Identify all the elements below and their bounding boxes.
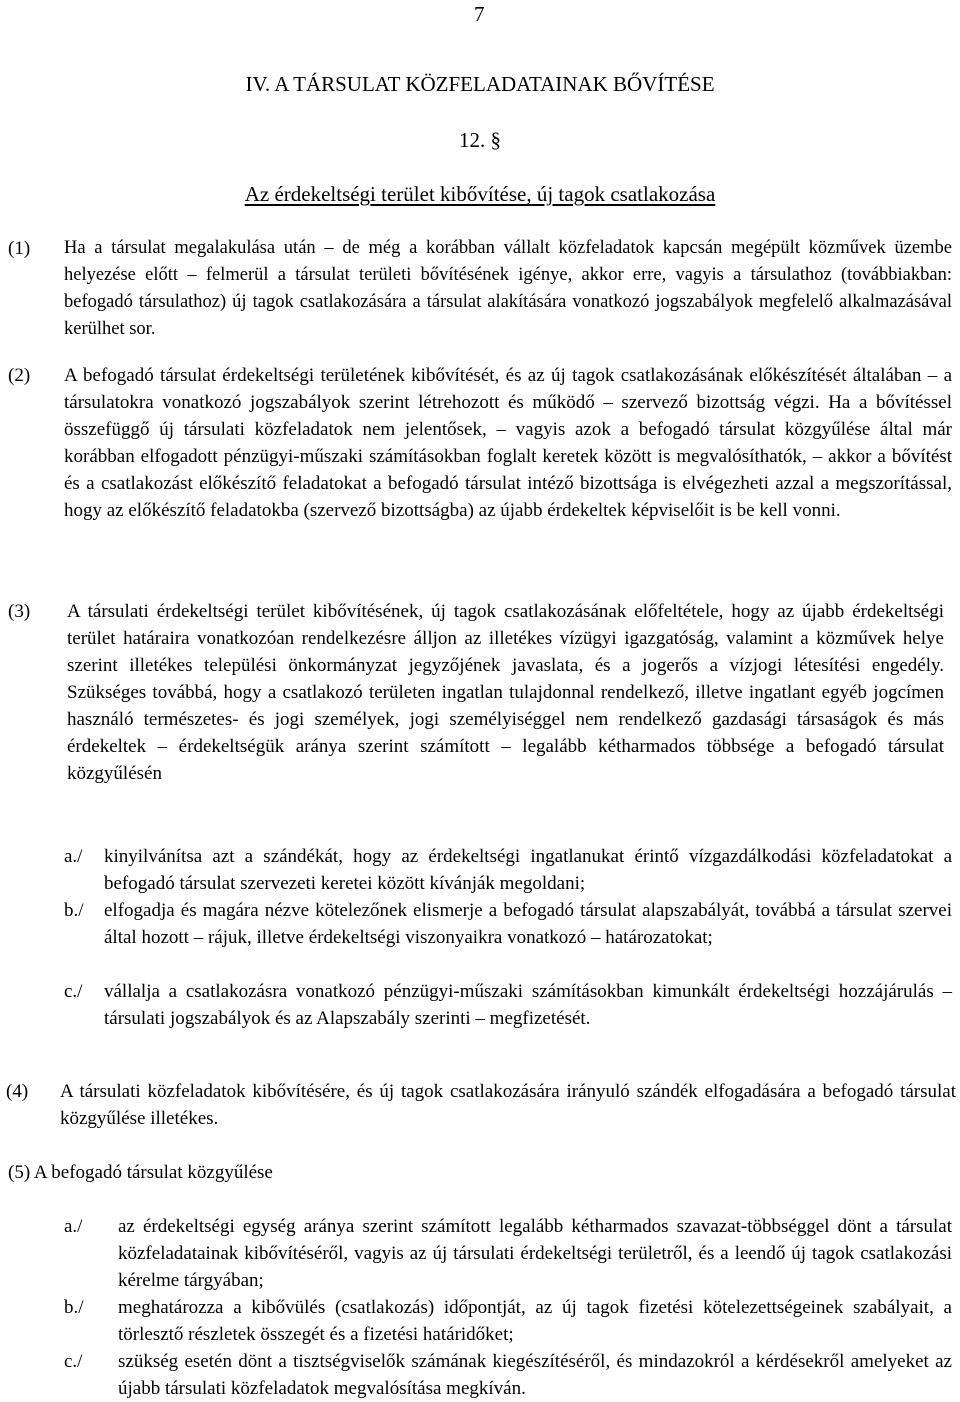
list-item-text: szükség esetén dönt a tisztségviselők számának kiegészítéséről, és mindazokról a kérdésekről amelyeket az újabb társulati közfeladatok megvalósítása megkíván.	[118, 1351, 952, 1399]
section-number: 12. §	[459, 128, 501, 152]
list-item	[64, 843, 952, 897]
list-item-label: a./	[64, 846, 83, 867]
paragraph-text: Ha a társulat megalakulása után – de még a korábban vállalt közfeladatok kapcsán megépült közművek üzembe helyezése előtt – felmerül a társulat területi bővítésének igénye, akkor erre, vagyis a társulathoz (továbbiakban: befogadó társulathoz) új tagok csatlakozására a társulat alakítására vonatkozó jogszabályok megfelelő alkalmazásával kerülhet sor.	[64, 238, 952, 339]
list-item-text: az érdekeltségi egység aránya szerint számított legalább kétharmados szavazat-többséggel dönt a társulat közfeladatainak kibővítéséről, vagyis az új társulati érdekeltségi területről, és a leendő új tagok csatlakozási kérelme tárgyában;	[118, 1216, 952, 1291]
list-item-label: b./	[64, 900, 84, 921]
paragraph-1	[8, 235, 952, 343]
paragraph-3	[8, 598, 944, 787]
list-item-text: elfogadja és magára nézve kötelezőnek elismerje a befogadó társulat alapszabályát, továbbá a társulat szervei által hozott – rájuk, illetve érdekeltségi viszonyaikra vonatkozó – határozatokat;	[104, 900, 952, 948]
list-item-label: b./	[64, 1297, 84, 1318]
list-item-text: kinyilvánítsa azt a szándékát, hogy az érdekeltségi ingatlanukat érintő vízgazdálkodási közfeladatokat a befogadó társulat szervezeti keretei között kívánják megoldani;	[104, 846, 952, 894]
list-item-text: vállalja a csatlakozásra vonatkozó pénzügyi-műszaki számításokban kimunkált érdekeltségi hozzájárulás – társulati jogszabályok és az Alapszabály szerinti – megfizetését.	[104, 981, 952, 1029]
list-item	[64, 897, 952, 951]
list-item-label: c./	[64, 1351, 83, 1372]
list-item-label: c./	[64, 981, 83, 1002]
list-item	[64, 1348, 952, 1402]
list-item-text: meghatározza a kibővülés (csatlakozás) időpontját, az új tagok fizetési kötelezettségeinek szabályait, a törlesztő részletek összegét és a fizetési határidőket;	[118, 1297, 952, 1345]
list-item	[64, 1213, 952, 1294]
paragraph-number: (1)	[8, 238, 31, 259]
paragraph-text: A társulati közfeladatok kibővítésére, és új tagok csatlakozására irányuló szándék elfogadására a befogadó társulat közgyűlése illetékes.	[60, 1081, 956, 1129]
paragraph-text: A társulati érdekeltségi terület kibővítésének, új tagok csatlakozásának előfeltétele, hogy az újabb érdekeltségi terület határaira vonatkozóan rendelkezésre álljon az illetékes vízügyi igazgatóság, valamint a közművek helye szerint illetékes települési önkormányzat jegyzőjének javaslata, és a jogerős a vízjogi létesítési engedély. Szükséges továbbá, hogy a csatlakozó területen ingatlan tulajdonnal rendelkező, illetve ingatlant egyéb jogcímen használó természetes- és jogi személyek, jogi személyiséggel nem rendelkező gazdasági társaságok és más érdekeltek – érdekeltségük aránya szerint számított – legalább kétharmados többsége a befogadó társulat közgyűlésén	[67, 601, 944, 784]
paragraph-number: (4)	[6, 1081, 29, 1102]
chapter-title: IV. A TÁRSULAT KÖZFELADATAINAK BŐVÍTÉSE	[245, 72, 715, 96]
paragraph-2	[8, 362, 952, 524]
paragraph-text: A befogadó társulat érdekeltségi területének kibővítését, és az új tagok csatlakozásának előkészítését általában – a társulatokra vonatkozó jogszabályok szerint létrehozott és működő – szervező bizottság végzi. Ha a bővítéssel összefüggő új társulati közfeladatok nem jelentősek, – vagyis azok a befogadó társulat közgyűlése által már korábban elfogadott pénzügyi-műszaki számításokban foglalt keretek között is megvalósíthatók, – akkor a bővítést és a csatlakozást előkészítő feladatokat a befogadó társulat intéző bizottsága is elvégezheti azzal a megszorítással, hogy az előkészítő feladatokba (szervező bizottságba) az újabb érdekeltek képviselőit is be kell vonni.	[64, 365, 952, 521]
paragraph-4	[6, 1078, 956, 1132]
section-title: Az érdekeltségi terület kibővítése, új tagok csatlakozása	[244, 182, 716, 206]
paragraph-5-intro: (5) A befogadó társulat közgyűlése	[8, 1162, 273, 1183]
list-item	[64, 1294, 952, 1348]
list-item	[64, 978, 952, 1032]
page-number: 7	[474, 2, 485, 26]
paragraph-number: (2)	[8, 365, 31, 386]
paragraph-number: (3)	[8, 601, 31, 622]
list-item-label: a./	[64, 1216, 83, 1237]
